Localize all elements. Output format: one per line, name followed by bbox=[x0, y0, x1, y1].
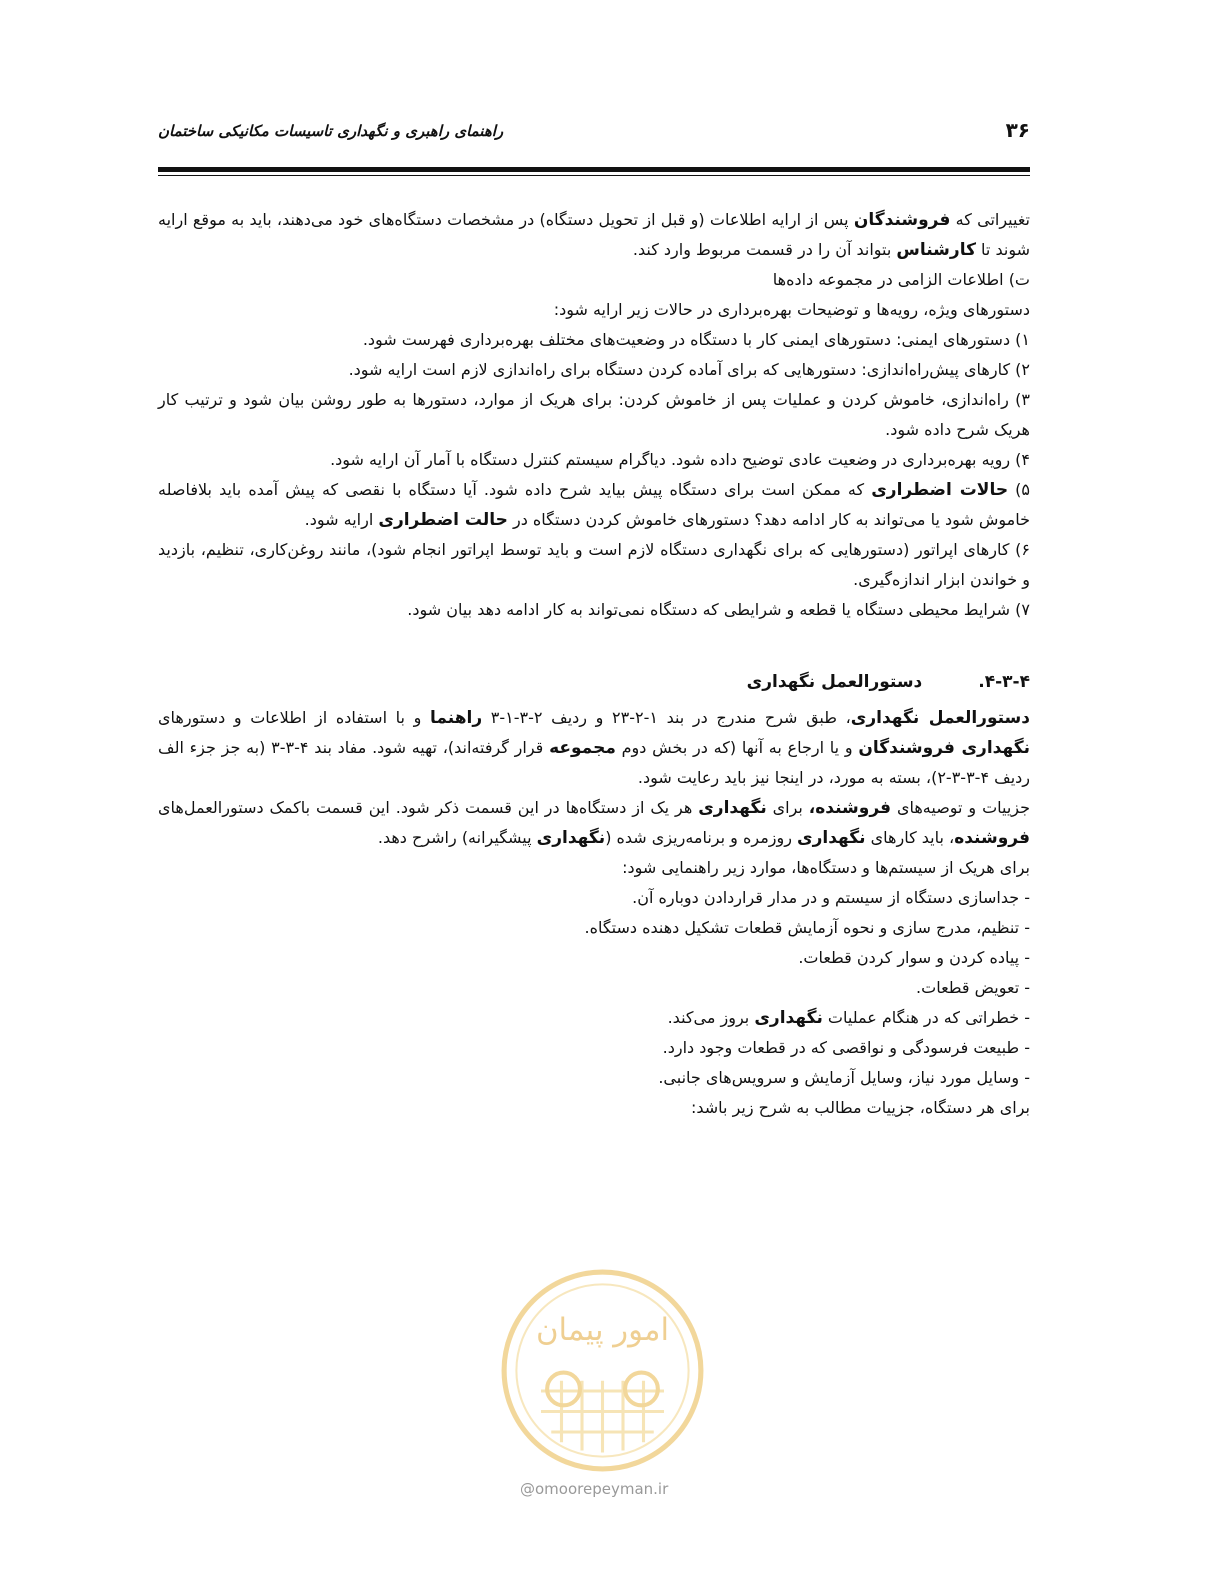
dash-item-6: - طبیعت فرسودگی و نواقصی که در قطعات وجود دارد. bbox=[662, 1038, 1030, 1057]
section-title: دستورالعمل نگهداری bbox=[746, 672, 923, 692]
watermark-text: امور پیمان bbox=[535, 1311, 670, 1348]
list-item-7: ۷) شرایط محیطی دستگاه یا قطعه و شرایطی که دستگاه نمی‌تواند به کار ادامه دهد بیان شود. bbox=[407, 600, 1030, 619]
dash-item-1: - جداسازی دستگاه از سیستم و در مدار قراردادن دوباره آن. bbox=[632, 888, 1030, 907]
list-item-1: ۱) دستورهای ایمنی: دستورهای ایمنی کار با دستگاه در وضعیت‌های مختلف بهره‌برداری فهرست شود. bbox=[362, 330, 1030, 349]
page-number: ۳۶ bbox=[1005, 118, 1030, 142]
watermark-logo bbox=[500, 1268, 705, 1473]
running-title: راهنمای راهبری و نگهداری تاسیسات مکانیکی ساختمان bbox=[158, 122, 504, 140]
watermark-site: @omoorepeyman.ir bbox=[520, 1480, 669, 1498]
dash-item-5: - خطراتی که در هنگام عملیات نگهداری بروز می‌کند. bbox=[667, 1008, 1030, 1028]
list-item-2: ۲) کارهای پیش‌راه‌اندازی: دستورهایی که برای آماده کردن دستگاه برای راه‌اندازی لازم است ارایه شود. bbox=[348, 360, 1030, 379]
section-heading bbox=[158, 667, 1030, 697]
dash-item-4: - تعویض قطعات. bbox=[916, 978, 1030, 997]
header-rule-thick bbox=[158, 167, 1030, 172]
list-item-4: ۴) رویه بهره‌برداری در وضعیت عادی توضیح داده شود. دیاگرام سیستم کنترل دستگاه با آمار آن ارایه شود. bbox=[330, 450, 1030, 469]
closing-sentence: برای هر دستگاه، جزییات مطالب به شرح زیر باشد: bbox=[690, 1098, 1030, 1117]
section-paragraph-2: جزییات و توصیه‌های فروشنده، برای نگهداری هر یک از دستگاه‌ها در این قسمت ذکر شود. این قسمت باکمک دستورالعمل‌های فروشنده، باید کارهای نگهداری روزمره و برنامه‌ریزی شده (نگهداری پیشگیرانه) راشرح دهد. bbox=[158, 798, 1030, 848]
header-rule-thin bbox=[158, 175, 1030, 176]
list-item-5: ۵) حالات اضطراری که ممکن است برای دستگاه پیش بیاید شرح داده شود. آیا دستگاه با نقصی که پیش آمده باید بلافاصله خاموش شود یا می‌تواند به کار ادامه دهد؟ دستورهای خاموش کردن دستگاه در حالت اضطراری ارایه شود. bbox=[158, 480, 1030, 530]
section-paragraph-1: دستورالعمل نگهداری، طبق شرح مندرج در بند ۱-۲-۲۳ و ردیف ۲-۳-۱-۳ راهنما و با استفاده از اطلاعات و دستورهای نگهداری فروشندگان و یا ارجاع به آنها (که در بخش دوم مجموعه قرار گرفته‌اند)، تهیه شود. مفاد بند ۴-۳-۳ (به جز جزء الف ردیف ۴-۳-۳-۲)، بسته به مورد، در اینجا نیز باید رعایت شود. bbox=[158, 708, 1030, 787]
section-number: ۴-۳-۴. bbox=[978, 672, 1030, 692]
page-header bbox=[158, 118, 1030, 148]
section-paragraph-3: برای هریک از سیستم‌ها و دستگاه‌ها، موارد زیر راهنمایی شود: bbox=[622, 858, 1030, 877]
list-item-3: ۳) راه‌اندازی، خاموش کردن و عملیات پس از خاموش کردن: برای هریک از موارد، دستورها به طور روشن بیان شود و ترتیب کار هریک شرح داده شود. bbox=[158, 390, 1030, 439]
page-body bbox=[158, 205, 1030, 1123]
dash-item-2: - تنظیم، مدرج سازی و نحوه آزمایش قطعات تشکیل دهنده دستگاه. bbox=[584, 918, 1030, 937]
intro-paragraph: تغییراتی که فروشندگان پس از ارایه اطلاعات (و قبل از تحویل دستگاه) در مشخصات دستگاه‌های خود می‌دهند، باید به موقع ارایه شوند تا کارشناس بتواند آن را در قسمت مربوط وارد کند. bbox=[158, 210, 1030, 260]
list-item-6: ۶) کارهای اپراتور (دستورهایی که برای نگهداری دستگاه لازم است و باید توسط اپراتور انجام شود)، مانند روغن‌کاری، تنظیم، بازدید و خواندن ابزار اندازه‌گیری. bbox=[158, 540, 1030, 589]
dash-list bbox=[158, 883, 1030, 1093]
subheading: ت) اطلاعات الزامی در مجموعه داده‌ها bbox=[772, 270, 1030, 289]
dash-item-3: - پیاده کردن و سوار کردن قطعات. bbox=[798, 948, 1030, 967]
lead-sentence: دستورهای ویژه، رویه‌ها و توضیحات بهره‌برداری در حالات زیر ارایه شود: bbox=[553, 300, 1030, 319]
dash-item-7: - وسایل مورد نیاز، وسایل آزمایش و سرویس‌های جانبی. bbox=[658, 1068, 1030, 1087]
